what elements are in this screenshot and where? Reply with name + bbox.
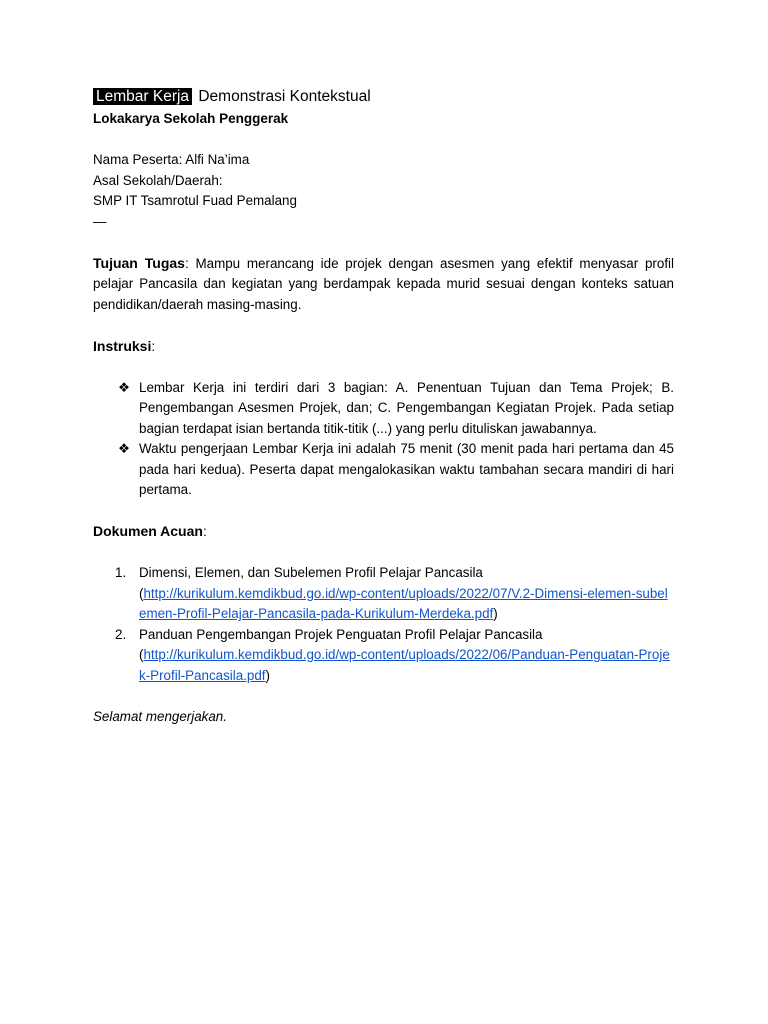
instructions-label: Instruksi [93, 337, 152, 354]
document-content [93, 86, 674, 727]
document-title [93, 86, 674, 108]
title-highlight: Lembar Kerja [93, 88, 192, 105]
list-item [93, 378, 674, 440]
diamond-bullet-icon: ❖ [117, 441, 130, 456]
closing-text: Selamat mengerjakan. [93, 708, 227, 724]
references-list [93, 563, 674, 686]
school-value: SMP IT Tsamrotul Fuad Pemalang [93, 193, 297, 208]
reference-link[interactable]: http://kurikulum.kemdikbud.go.id/wp-content/uploads/2022/07/V.2-Dimensi-elemen-subelemen-Profil-Pelajar-Pancasila-pada-Kurikulum-Merdeka.pdf [139, 585, 668, 621]
goal-paragraph [93, 253, 674, 316]
document-subtitle: Lokakarya Sekolah Penggerak [93, 111, 289, 126]
references-label: Dokumen Acuan [93, 523, 203, 539]
instruction-text: Lembar Kerja ini terdiri dari 3 bagian: A. Penentuan Tujuan dan Tema Projek; B. Pengembangan Asesmen Projek, dan; C. Pengembangan Kegiatan Projek. Pada setiap bagian terdapat isian bertanda titik-titik (...) yang perlu dituliskan jawabannya. [139, 379, 674, 436]
instructions-list [93, 378, 674, 501]
goal-text: : Mampu merancang ide projek dengan asesmen yang efektif menyasar profil pelajar Pancasila dan kegiatan yang berdampak kepada murid sesuai dengan konteks satuan pendidikan/daerah masing-masing. [93, 255, 675, 312]
reference-number: 2. [115, 626, 127, 642]
goal-label: Tujuan Tugas [93, 254, 185, 271]
reference-title: Dimensi, Elemen, dan Subelemen Profil Pelajar Pancasila [139, 565, 483, 580]
separator-dash: — [93, 213, 107, 229]
diamond-bullet-icon: ❖ [117, 379, 130, 395]
list-item: 1. Dimensi, Elemen, dan Subelemen Profil Pelajar Pancasila (http://kurikulum.kemdikbud.go.id/wp-content/uploads/2022/07/V.2-Dimensi-elemen-subelemen-Profil-Pelajar-Pancasila-pada-Kurikulum-Merdeka.pdf) [115, 565, 668, 621]
reference-number: 1. [115, 565, 127, 580]
reference-link[interactable]: http://kurikulum.kemdikbud.go.id/wp-content/uploads/2022/06/Panduan-Penguatan-Projek-Profil-Pancasila.pdf [139, 647, 670, 683]
instruction-text: Waktu pengerjaan Lembar Kerja ini adalah 75 menit (30 menit pada hari pertama dan 45 pada hari kedua). Peserta dapat mengalokasikan waktu tambahan secara mandiri di hari pertama. [139, 441, 674, 497]
list-item [93, 439, 674, 501]
school-label: Asal Sekolah/Daerah: [93, 172, 223, 188]
title-rest: Demonstrasi Kontekstual [198, 88, 371, 105]
list-item: 2. Panduan Pengembangan Projek Penguatan Profil Pelajar Pancasila (http://kurikulum.kemdikbud.go.id/wp-content/uploads/2022/06/Panduan-Penguatan-Projek-Profil-Pancasila.pdf) [115, 626, 670, 683]
participant-name: Nama Peserta: Alfi Na’ima [93, 152, 250, 167]
instructions-heading: Instruksi: [93, 337, 156, 354]
references-heading: Dokumen Acuan: [93, 523, 207, 539]
reference-title: Panduan Pengembangan Projek Penguatan Profil Pelajar Pancasila [139, 626, 543, 642]
